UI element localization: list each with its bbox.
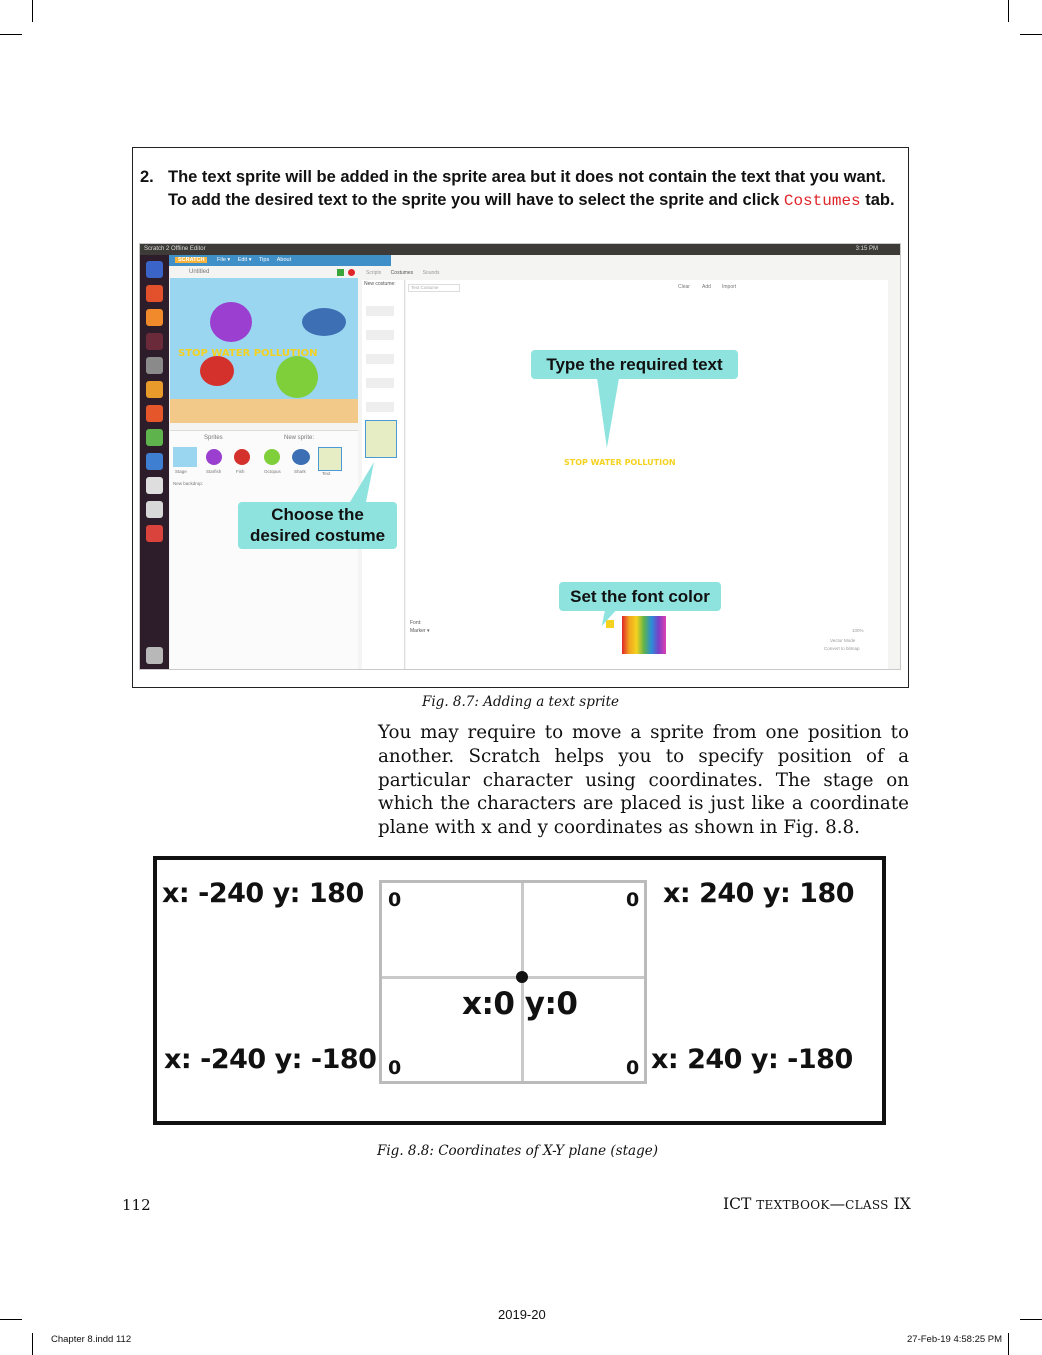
fish-sprite xyxy=(200,356,234,386)
costume-thumb[interactable] xyxy=(366,378,394,388)
costume-thumb[interactable] xyxy=(366,354,394,364)
add-button[interactable]: Add xyxy=(702,284,711,290)
project-title[interactable]: Untitled xyxy=(189,269,210,275)
octopus-thumbnail[interactable] xyxy=(264,449,280,465)
vector-mode-label: Vector Mode xyxy=(830,638,856,643)
top-right-coordinate: x: 240 y: 180 xyxy=(663,878,855,909)
dash-icon[interactable] xyxy=(146,261,163,278)
selected-costume[interactable] xyxy=(365,420,397,458)
crop-mark xyxy=(0,34,22,35)
menu-file[interactable]: File ▾ xyxy=(217,257,231,263)
octopus-sprite xyxy=(276,356,318,398)
type-text-callout: Type the required text xyxy=(531,350,738,379)
tab-costumes[interactable]: Costumes xyxy=(390,270,414,276)
files-icon[interactable] xyxy=(146,357,163,374)
stage-sand xyxy=(170,399,358,423)
clock: 3:15 PM xyxy=(855,246,878,252)
center-coordinate: x:0 y:0 xyxy=(462,986,578,1022)
menu-edit[interactable]: Edit ▾ xyxy=(237,257,252,263)
menu-about[interactable]: About xyxy=(276,257,292,263)
scratch-logo: SCRATCH xyxy=(175,257,207,263)
shark-sprite xyxy=(302,308,346,336)
sprite-name: Text xyxy=(322,471,331,476)
writer-icon[interactable] xyxy=(146,453,163,470)
costumes-keyword: Costumes xyxy=(783,191,861,210)
running-head xyxy=(723,1195,911,1213)
sprite-name: Octopus xyxy=(264,469,281,474)
running-head-textbook: TEXTBOOK xyxy=(756,1198,830,1212)
starfish-sprite xyxy=(210,302,252,342)
bottom-left-coordinate: x: -240 y: -180 xyxy=(164,1044,377,1075)
crop-mark xyxy=(1020,34,1042,35)
trash-icon[interactable] xyxy=(146,647,163,664)
step-number: 2. xyxy=(140,168,154,186)
menu-tips[interactable]: Tips xyxy=(259,257,270,263)
stop-icon[interactable] xyxy=(348,269,355,276)
editor-tabs xyxy=(366,270,440,276)
running-head-prefix: ICT xyxy=(723,1195,757,1213)
disc-icon[interactable] xyxy=(146,477,163,494)
costume-name-field[interactable]: Text Costume xyxy=(408,284,460,292)
starfish-thumbnail[interactable] xyxy=(206,449,222,465)
text-sprite-thumbnail[interactable] xyxy=(318,447,342,471)
stage-plane xyxy=(379,880,647,1084)
choose-costume-callout xyxy=(238,502,397,549)
scratch-app-icon[interactable] xyxy=(146,309,163,326)
scratch-editor-screenshot xyxy=(140,244,900,669)
figure-8-7-caption: Fig. 8.7: Adding a text sprite xyxy=(422,694,620,710)
x-axis-line xyxy=(382,976,644,979)
stage-preview xyxy=(170,278,358,423)
fish-thumbnail[interactable] xyxy=(234,449,250,465)
window-title: Scratch 2 Offline Editor xyxy=(144,246,206,252)
crop-mark xyxy=(0,1319,22,1320)
running-head-sep: — xyxy=(829,1195,846,1213)
costume-thumb[interactable] xyxy=(366,330,394,340)
green-flag-icon[interactable] xyxy=(337,269,344,276)
origin-point xyxy=(516,971,528,983)
running-head-class: CLASS xyxy=(845,1198,889,1212)
corner-zero: 0 xyxy=(626,889,640,911)
corner-zero: 0 xyxy=(388,1057,402,1079)
crop-mark xyxy=(1020,1319,1042,1320)
tab-scripts[interactable]: Scripts xyxy=(366,270,382,276)
tab-sounds[interactable]: Sounds xyxy=(422,270,440,276)
corner-zero: 0 xyxy=(626,1057,640,1079)
ubuntu-launcher xyxy=(140,255,169,669)
shark-thumbnail[interactable] xyxy=(292,449,310,465)
callout-line: desired costume xyxy=(249,526,386,545)
convert-bitmap-button[interactable]: Convert to bitmap xyxy=(824,646,860,651)
app-icon[interactable] xyxy=(146,333,163,350)
import-button[interactable]: Import xyxy=(722,284,737,290)
step-text-end: tab. xyxy=(860,190,895,209)
new-costume-label: New costume: xyxy=(364,281,396,287)
step-2-instruction xyxy=(140,166,908,212)
crop-mark xyxy=(32,1333,33,1355)
font-color-callout: Set the font color xyxy=(559,582,721,611)
print-slug-file: Chapter 8.indd 112 xyxy=(51,1334,132,1345)
spreadsheet-icon[interactable] xyxy=(146,429,163,446)
canvas-text[interactable]: STOP WATER POLLUTION xyxy=(564,458,676,467)
bottom-right-coordinate: x: 240 y: -180 xyxy=(651,1044,853,1075)
chrome-icon[interactable] xyxy=(146,381,163,398)
font-select[interactable]: Marker ▾ xyxy=(410,628,430,634)
costume-thumb[interactable] xyxy=(366,402,394,412)
page-number: 112 xyxy=(122,1196,151,1214)
figure-8-8-caption: Fig. 8.8: Coordinates of X-Y plane (stage) xyxy=(377,1143,658,1159)
crop-mark xyxy=(32,0,33,22)
sprite-name: Shark xyxy=(294,469,306,474)
running-head-grade: IX xyxy=(888,1195,911,1213)
sprite-pane xyxy=(170,430,358,669)
corner-zero: 0 xyxy=(388,889,402,911)
font-label: Font: xyxy=(410,620,422,626)
zoom-level: 100% xyxy=(852,628,864,633)
app-icon[interactable] xyxy=(146,525,163,542)
crop-mark xyxy=(1008,1333,1009,1355)
firefox-icon[interactable] xyxy=(146,405,163,422)
sprites-label: Sprites xyxy=(204,435,223,441)
sprite-name: Starfish xyxy=(206,469,222,474)
sprite-name: Fish xyxy=(236,469,245,474)
window-titlebar xyxy=(140,244,900,255)
editor-icon[interactable] xyxy=(146,501,163,518)
callout-line: Choose the xyxy=(271,505,364,524)
body-paragraph: You may require to move a sprite from one position to another. Scratch helps you to specify position of a particular character using coordinates. The stage on which the characters are placed is just like a coordinate plane with x and y coordinates as shown in Fig. 8.8. xyxy=(378,722,909,839)
clear-button[interactable]: Clear xyxy=(678,284,690,290)
stage-thumbnail[interactable] xyxy=(173,447,197,467)
color-palette[interactable] xyxy=(622,616,666,654)
software-center-icon[interactable] xyxy=(146,285,163,302)
scratch-menubar xyxy=(169,255,391,266)
step-text: The text sprite will be added in the sprite area but it does not contain the text that you want. To add the desired text to the sprite you will have to select the sprite and click xyxy=(168,168,886,209)
costume-thumb[interactable] xyxy=(366,306,394,316)
current-color-swatch[interactable] xyxy=(606,620,614,628)
new-backdrop-label: New backdrop: xyxy=(173,481,204,486)
academic-year: 2019-20 xyxy=(498,1307,546,1322)
crop-mark xyxy=(1008,0,1009,22)
stage-thumb-label: Stage xyxy=(175,469,187,474)
new-sprite-label: New sprite: xyxy=(284,435,315,441)
stage-banner-text: STOP WATER POLLUTION xyxy=(178,348,318,359)
print-slug-date: 27-Feb-19 4:58:25 PM xyxy=(907,1334,1003,1345)
top-left-coordinate: x: -240 y: 180 xyxy=(162,878,364,909)
